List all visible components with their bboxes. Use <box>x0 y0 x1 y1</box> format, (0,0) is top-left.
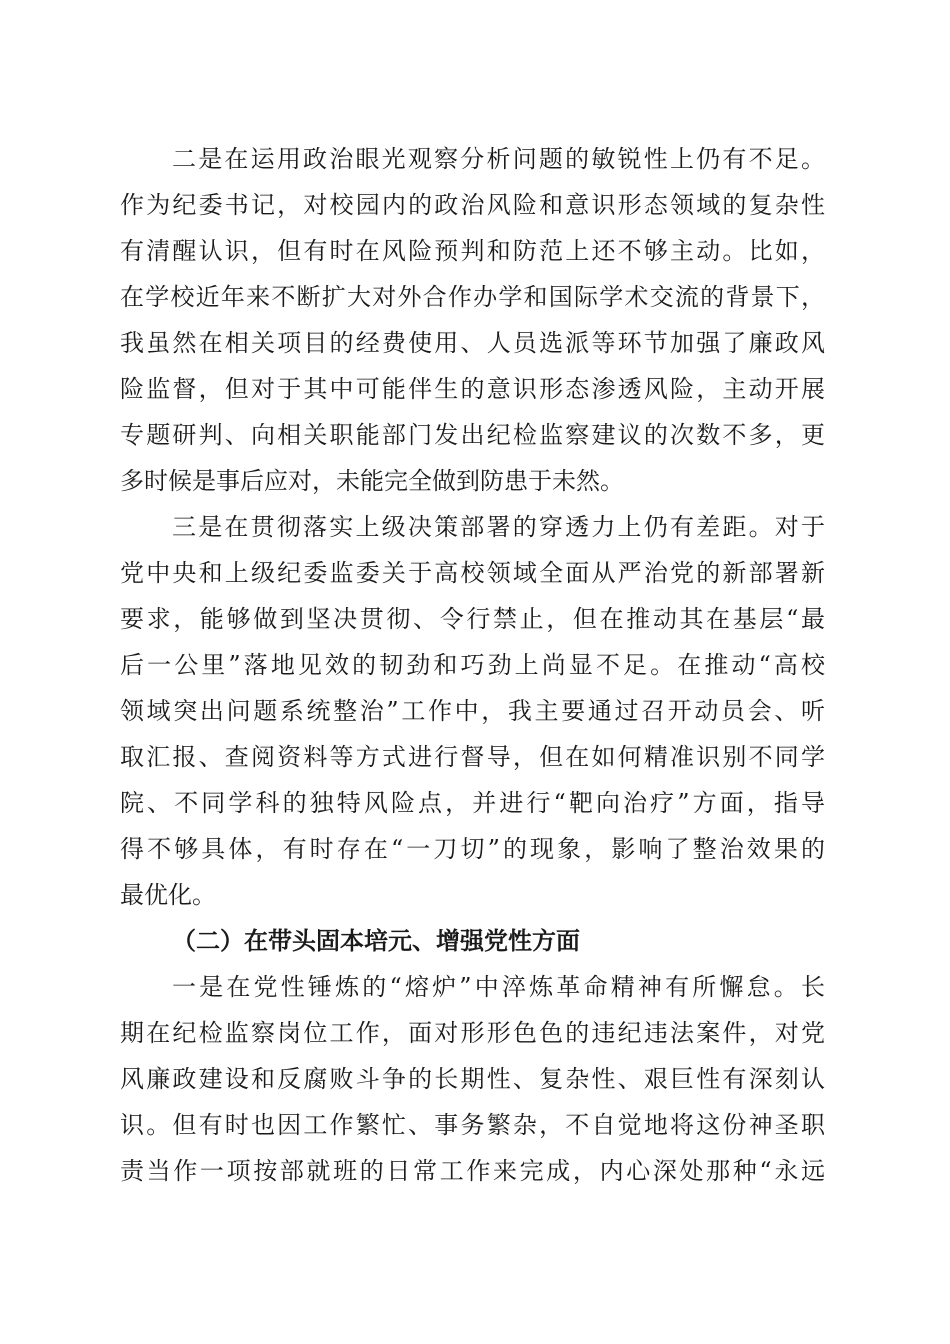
paragraph-3-line-4: 后一公里”落地见效的韧劲和巧劲上尚显不足。在推动“高校 <box>120 651 825 679</box>
paragraph-4-line-4: 识。但有时也因工作繁忙、事务繁杂，不自觉地将这份神圣职 <box>120 1111 825 1139</box>
paragraph-4-line-5: 责当作一项按部就班的日常工作来完成，内心深处那种“永远 <box>120 1157 825 1185</box>
section-heading: （二）在带头固本培元、增强党性方面 <box>172 926 580 955</box>
paragraph-3-line-3: 要求，能够做到坚决贯彻、令行禁止，但在推动其在基层“最 <box>120 605 825 633</box>
paragraph-3-line-9: 最优化。 <box>120 881 216 909</box>
paragraph-3-line-5: 领域突出问题系统整治”工作中，我主要通过召开动员会、听 <box>120 697 825 725</box>
paragraph-3-line-6: 取汇报、查阅资料等方式进行督导，但在如何精准识别不同学 <box>120 743 825 771</box>
paragraph-4-line-3: 风廉政建设和反腐败斗争的长期性、复杂性、艰巨性有深刻认 <box>120 1065 825 1093</box>
paragraph-3-line-2: 党中央和上级纪委监委关于高校领域全面从严治党的新部署新 <box>120 559 825 587</box>
paragraph-3-line-1: 三是在贯彻落实上级决策部署的穿透力上仍有差距。对于 <box>172 513 825 541</box>
paragraph-2-line-7: 专题研判、向相关职能部门发出纪检监察建议的次数不多，更 <box>120 421 825 449</box>
paragraph-2-line-1: 二是在运用政治眼光观察分析问题的敏锐性上仍有不足。 <box>172 145 825 173</box>
paragraph-2-line-8: 多时候是事后应对，未能完全做到防患于未然。 <box>120 467 624 495</box>
paragraph-2-line-6: 险监督，但对于其中可能伴生的意识形态渗透风险，主动开展 <box>120 375 825 403</box>
paragraph-4-line-2: 期在纪检监察岗位工作，面对形形色色的违纪违法案件，对党 <box>120 1019 825 1047</box>
paragraph-3-line-8: 得不够具体，有时存在“一刀切”的现象，影响了整治效果的 <box>120 835 825 863</box>
paragraph-3-line-7: 院、不同学科的独特风险点，并进行“靶向治疗”方面，指导 <box>120 789 825 817</box>
paragraph-2-line-5: 我虽然在相关项目的经费使用、人员选派等环节加强了廉政风 <box>120 329 825 357</box>
paragraph-4-line-1: 一是在党性锤炼的“熔炉”中淬炼革命精神有所懈怠。长 <box>172 973 825 1001</box>
paragraph-2-line-2: 作为纪委书记，对校园内的政治风险和意识形态领域的复杂性 <box>120 191 825 219</box>
paragraph-2-line-3: 有清醒认识，但有时在风险预判和防范上还不够主动。比如， <box>120 237 825 265</box>
paragraph-2-line-4: 在学校近年来不断扩大对外合作办学和国际学术交流的背景下， <box>120 283 825 311</box>
